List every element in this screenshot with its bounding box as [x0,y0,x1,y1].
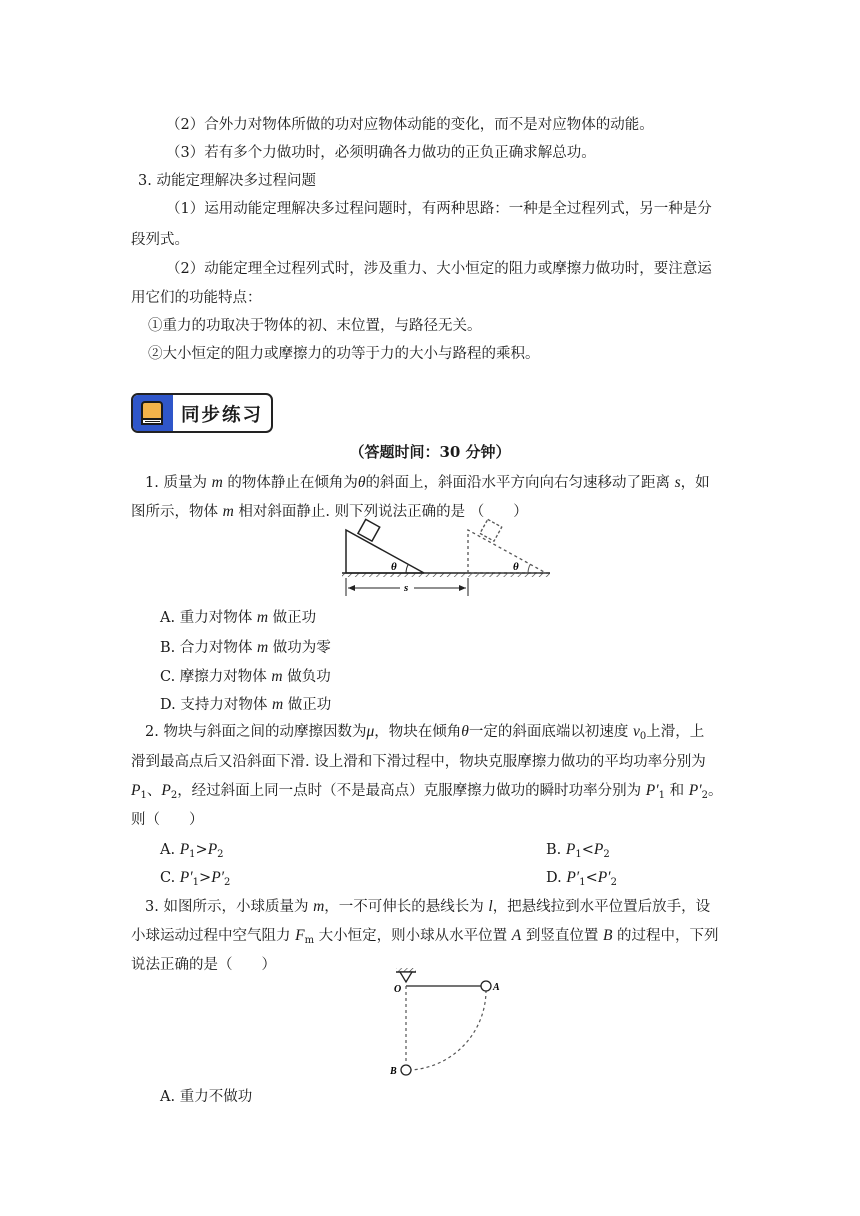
q2-var-theta: θ [461,723,469,740]
q1-stem-line-1 [145,473,710,493]
q1-option-a-post: 做正功 [268,610,317,626]
q3-arc-path [410,990,486,1070]
q2-text: ，物块在倾角 [374,724,462,740]
q1-option-b-var: m [256,639,269,656]
q2-var-p: P [161,782,171,799]
q2-sub: 2 [170,790,178,801]
q3-var-f-sub: m [304,935,315,946]
q1-theta-label: θ [391,561,397,573]
q3-ball-a [481,981,491,991]
q1-var-theta: θ [357,474,366,491]
q3-var-m: m [313,898,325,915]
q1-s-label: s [404,582,409,594]
q2-option-label: C. [160,870,180,886]
q1-incline-dashed [468,530,546,573]
q3-stem-line-1 [145,897,710,917]
q2-var-p-prime: P′ [688,782,702,799]
q2-option-a[interactable] [160,840,224,860]
q3-var-f: F [295,927,305,944]
q3-text: ，一不可伸长的悬线长为 [324,899,489,915]
section-3-para-2-line-2: 用它们的功能特点： [131,290,262,306]
q2-option-b[interactable] [546,840,610,860]
q2-option-op: < [581,842,594,858]
q1-option-a[interactable] [160,608,316,628]
q3-text: 小球运动过程中空气阻力 [131,928,296,944]
q2-text: 和 [665,783,689,799]
q1-text: 的物体静止在倾角为 [222,475,358,491]
q2-var-p: P [565,841,576,858]
q3-ball-b [401,1065,411,1075]
q3-var-b: B [602,927,613,944]
q2-stem-line-3 [131,781,722,801]
q2-var-p-prime: P′ [597,869,611,886]
section-3-title: 3. 动能定理解决多过程问题 [138,173,316,189]
q3-stem-line-3: 说法正确的是（ ） [131,957,276,973]
q2-sub: 1 [579,877,586,888]
q1-option-b-pre: B. 合力对物体 [160,640,257,656]
q2-var-p-prime: P′ [211,869,225,886]
answer-time-note: （答题时间：30 分钟） [349,443,511,461]
q1-text: 1. 质量为 [145,475,212,491]
q1-text: 相对斜面静止. 则下列说法正确的是 （ ） [233,504,528,520]
q2-text: 一定的斜面底端以初速度 [468,724,633,740]
q2-option-op: > [195,842,208,858]
q1-var-m: m [211,474,223,491]
q2-text: 、 [146,783,162,799]
note-item-2: （2）合外力对物体所做的功对应物体动能的变化，而不是对应物体的动能。 [166,117,654,133]
q1-option-d[interactable] [160,695,331,715]
section-3-bullet-2: ②大小恒定的阻力或摩擦力的功等于力的大小与路程的乘积。 [148,346,540,362]
q2-option-label: B. [546,842,566,858]
q2-var-p: P [207,841,218,858]
q2-option-c[interactable] [160,868,230,888]
section-3-para-2-line-1: （2）动能定理全过程列式时，涉及重力、大小恒定的阻力或摩擦力做功时，要注意运 [166,261,712,277]
q2-text: ，经过斜面上同一点时（不是最高点）克服摩擦力做功的瞬时功率分别为 [177,783,646,799]
q3-pivot-support [400,972,412,982]
banner-title: 同步练习 [181,405,264,426]
q2-sub: 1 [658,790,666,801]
note-item-3: （3）若有多个力做功时，必须明确各力做功的正负正确求解总功。 [166,145,596,161]
q2-var-v: v [632,723,640,740]
section-3-para-1-line-2: 段列式。 [131,232,189,248]
q2-stem-line-2: 滑到最高点后又沿斜面下滑. 设上滑和下滑过程中，物块克服摩擦力做功的平均功率分别为 [131,754,706,770]
q1-option-d-pre: D. 支持力对物体 [160,697,272,713]
q2-sub: 2 [610,877,617,888]
q3-text: 到竖直位置 [521,928,603,944]
q3-label-b: B [390,1066,397,1077]
q1-text: 图所示，物体 [131,504,223,520]
q2-sub: 2 [603,849,610,860]
q1-option-c-var: m [271,668,283,685]
q2-var-v-sub: 0 [639,731,647,742]
q3-text: 大小恒定，则小球从水平位置 [314,928,512,944]
q1-option-b-post: 做功为零 [268,640,331,656]
q2-var-p-prime: P′ [566,869,580,886]
q2-sub: 2 [217,849,224,860]
q3-stem-line-2 [131,926,719,946]
q1-option-d-post: 做正功 [283,697,332,713]
q2-option-op: > [199,870,212,886]
q1-option-c[interactable] [160,667,331,687]
q1-text: ，如 [680,475,710,491]
q1-option-a-pre: A. 重力对物体 [160,610,257,626]
section-3-para-1-line-1: （1）运用动能定理解决多过程问题时，有两种思路：一种是全过程列式，另一种是分 [166,201,712,217]
q3-text: 3. 如图所示，小球质量为 [145,899,314,915]
q1-option-b[interactable] [160,638,331,658]
q2-text: 上滑，上 [646,724,705,740]
q1-option-a-var: m [256,609,269,626]
q2-var-p: P [593,841,604,858]
q3-pendulum-figure [390,968,502,1080]
q1-text: 的斜面上，斜面沿水平方向向右匀速移动了距离 [365,475,675,491]
q3-label-o: O [394,984,402,995]
q1-option-d-var: m [271,696,284,713]
q2-var-p: P [179,841,190,858]
q2-stem-line-1 [145,722,704,742]
q2-option-d[interactable] [546,868,617,888]
q2-stem-line-4: 则（ ） [131,812,204,828]
q2-sub: 1 [575,849,582,860]
q2-sub: 1 [189,849,196,860]
q2-var-p-prime: P′ [645,782,659,799]
banner-icon-box [133,395,173,431]
q2-var-p-prime: P′ [179,869,193,886]
q1-option-c-pre: C. 摩擦力对物体 [160,669,272,685]
q3-var-a: A [511,927,522,944]
q1-incline-solid [346,530,424,573]
q2-var-mu: μ [366,723,375,740]
q2-text: 2. 物块与斜面之间的动摩擦因数为 [145,724,367,740]
q2-sub: 1 [192,877,200,888]
q2-sub: 2 [224,877,231,888]
q2-sub: 1 [140,790,147,801]
q3-text: 的过程中，下列 [612,928,719,944]
q1-incline-figure [336,518,556,602]
q3-var-l: l [488,898,493,915]
practice-banner [131,393,273,433]
q2-option-label: D. [546,870,567,886]
q3-label-a: A [493,982,500,993]
q3-option-a[interactable]: A. 重力不做功 [160,1089,253,1105]
q2-text: 。 [707,783,723,799]
q1-var-s: s [674,474,681,491]
q1-theta-label-dashed: θ [513,561,519,573]
book-icon [133,395,173,431]
q1-var-m: m [222,503,234,520]
q2-sub: 2 [701,790,708,801]
q2-option-op: < [585,870,598,886]
q3-text: ，把悬线拉到水平位置后放手，设 [492,899,711,915]
q1-option-c-post: 做负功 [282,669,331,685]
q2-var-p: P [131,782,141,799]
section-3-bullet-1: ①重力的功取决于物体的初、末位置，与路径无关。 [148,318,482,334]
q2-option-label: A. [160,842,180,858]
